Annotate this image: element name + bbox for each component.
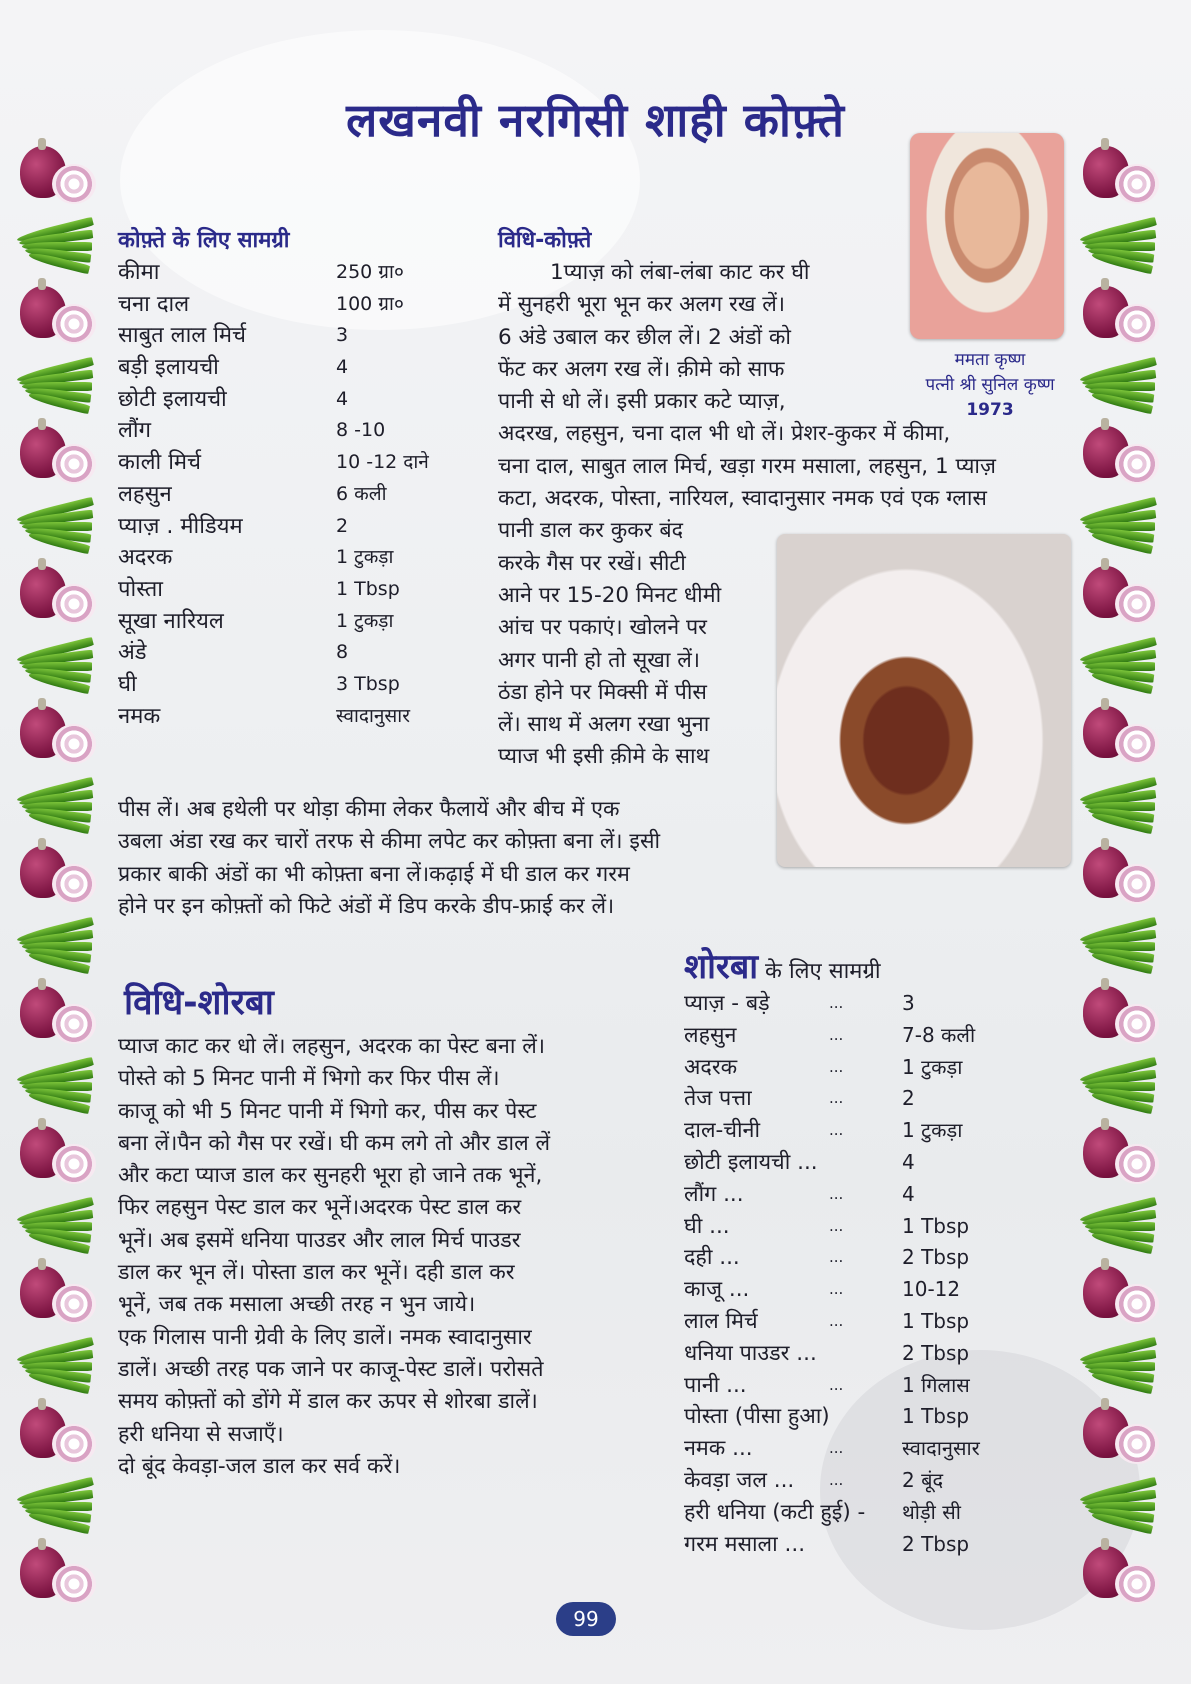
ingredient-name: अदरक: [118, 545, 173, 571]
ingredient-qty: 250 ग्रा०: [336, 261, 404, 283]
text-line: समय कोफ़्तों को डोंगे में डाल कर ऊपर से शोरबा डालें।: [118, 1389, 538, 1415]
ingredient-row: [118, 479, 448, 511]
ingredient-name: अदरक: [684, 1054, 738, 1080]
green-chili-icon: [1075, 910, 1170, 980]
green-chili-icon: [12, 1470, 107, 1540]
onion-icon: [12, 420, 107, 490]
ingredient-qty: 4: [336, 356, 349, 379]
onion-icon: [1075, 840, 1170, 910]
green-chili-icon: [1075, 1190, 1170, 1260]
green-chili-icon: [12, 630, 107, 700]
ingredient-row: [684, 1433, 1024, 1465]
shorba-ingredients-heading: [684, 942, 881, 988]
ingredient-qty: 2: [336, 514, 349, 537]
text-line: फिर लहसुन पेस्ट डाल कर भूनें।अदरक पेस्ट डाल कर: [118, 1195, 522, 1221]
ingredient-name: घी: [118, 671, 137, 697]
page-number-badge: 99: [556, 1602, 616, 1636]
text-line: डाल कर भून लें। पोस्ता डाल कर भूनें। दही डाल कर: [118, 1260, 515, 1286]
ingredient-row: [118, 542, 448, 574]
ingredient-name: लौंग ...: [684, 1181, 744, 1207]
text-line: पानी डाल कर कुकर बंद: [498, 518, 684, 544]
onion-icon: [1075, 980, 1170, 1050]
ingredient-name: पानी ...: [684, 1372, 747, 1398]
ingredient-qty: 4: [336, 387, 349, 410]
ingredient-name: प्याज़ . मीडियम: [118, 513, 243, 539]
kofta-ingredients-heading: कोफ़्ते के लिए सामग्री: [118, 228, 290, 253]
ingredient-qty: 1 Tbsp: [902, 1404, 970, 1429]
ingredient-qty: 3 Tbsp: [336, 672, 400, 695]
onion-icon: [12, 560, 107, 630]
shorba-method-text: [118, 1031, 678, 1483]
ingredient-qty: 2 Tbsp: [902, 1245, 970, 1270]
ingredient-qty: 6 कली: [336, 482, 387, 505]
ingredient-name: लहसुन: [118, 481, 172, 507]
ingredient-row: [684, 1401, 1024, 1433]
ingredient-name: गरम मसाला ...: [684, 1531, 806, 1557]
ingredient-row: [684, 1497, 1024, 1529]
green-chili-icon: [12, 490, 107, 560]
text-line: ठंडा होने पर मिक्सी में पीस: [498, 679, 707, 705]
leader-dots: ...: [829, 1248, 844, 1267]
ingredient-qty: थोड़ी सी: [902, 1499, 961, 1524]
ingredient-row: [118, 511, 448, 543]
ingredient-name: हरी धनिया (कटी हुई) -: [684, 1499, 866, 1525]
ingredient-row: [684, 988, 1024, 1020]
ingredient-row: [684, 1020, 1024, 1052]
text-line: 6 अंडे उबाल कर छील लें। 2 अंडों को: [498, 324, 791, 350]
ingredient-name: लाल मिर्च: [684, 1308, 758, 1334]
ingredient-qty: 4: [902, 1181, 915, 1206]
leader-dots: ...: [829, 1025, 844, 1044]
ingredient-row: [684, 1465, 1024, 1497]
ingredient-row: [684, 1052, 1024, 1084]
ingredient-name: साबुत लाल मिर्च: [118, 323, 247, 349]
ingredient-qty: 1 टुकड़ा: [902, 1054, 963, 1079]
ingredient-name: कीमा: [118, 260, 160, 285]
green-chili-icon: [12, 770, 107, 840]
green-chili-icon: [1075, 1050, 1170, 1120]
text-line: अगर पानी हो तो सूखा लें।: [498, 647, 701, 673]
ingredient-qty: 1 टुकड़ा: [336, 546, 394, 569]
ingredient-qty: 1 Tbsp: [902, 1213, 970, 1238]
text-line: अदरख, लहसुन, चना दाल भी धो लें। प्रेशर-कुकर में कीमा,: [498, 421, 951, 447]
onion-icon: [12, 840, 107, 910]
ingredient-row: [118, 606, 448, 638]
onion-icon: [1075, 1400, 1170, 1470]
leader-dots: ...: [829, 1121, 844, 1140]
text-line: कटा, अदरक, पोस्ता, नारियल, स्वादानुसार नमक एवं एक ग्लास: [498, 486, 987, 512]
ingredient-qty: स्वादानुसार: [902, 1436, 980, 1461]
text-line: उबला अंडा रख कर चारों तरफ से कीमा लपेट कर कोफ़्ता बना लें। इसी: [118, 829, 661, 855]
ingredient-row: [684, 1306, 1024, 1338]
ingredient-row: [684, 1083, 1024, 1115]
onion-icon: [12, 1400, 107, 1470]
text-line: भूनें, जब तक मसाला अच्छी तरह न भुन जाये।: [118, 1292, 476, 1318]
green-chili-icon: [1075, 770, 1170, 840]
onion-icon: [12, 1540, 107, 1610]
ingredient-qty: स्वादानुसार: [336, 704, 410, 727]
ingredient-row: [684, 1115, 1024, 1147]
ingredient-name: काली मिर्च: [118, 450, 202, 476]
ingredient-row: [118, 320, 448, 352]
ingredient-row: [118, 637, 448, 669]
leader-dots: ...: [829, 1470, 844, 1489]
recipe-title: लखनवी नरगिसी शाही कोफ़्ते: [346, 93, 845, 147]
green-chili-icon: [1075, 1330, 1170, 1400]
green-chili-icon: [1075, 1470, 1170, 1540]
onion-icon: [12, 700, 107, 770]
text-line: हरी धनिया से सजाएँ।: [118, 1421, 284, 1447]
ingredient-row: [118, 352, 448, 384]
ingredient-qty: 3: [902, 991, 915, 1015]
onion-icon: [1075, 1260, 1170, 1330]
ingredient-qty: 1 टुकड़ा: [336, 609, 394, 632]
ingredient-row: [118, 289, 448, 321]
ingredient-row: [684, 1370, 1024, 1402]
ingredient-row: [684, 1529, 1024, 1561]
ingredient-qty: 1 Tbsp: [902, 1308, 970, 1333]
ingredient-row: [684, 1274, 1024, 1306]
text-line: 1प्याज़ को लंबा-लंबा काट कर घी: [550, 260, 810, 285]
text-line: पानी से धो लें। इसी प्रकार कटे प्याज़,: [498, 389, 786, 415]
ingredient-name: काजू ...: [684, 1277, 750, 1303]
ingredient-row: [118, 574, 448, 606]
onion-icon: [1075, 1120, 1170, 1190]
text-line: करके गैस पर रखें। सीटी: [498, 550, 686, 576]
text-line: प्याज भी इसी क़ीमे के साथ: [498, 744, 710, 770]
onion-icon: [12, 140, 107, 210]
leader-dots: ...: [829, 994, 844, 1012]
text-line: प्रकार बाकी अंडों का भी कोफ़्ता बना लें।कढ़ाई में घी डाल कर गरम: [118, 861, 630, 887]
ingredient-name: नमक ...: [684, 1436, 753, 1462]
onion-icon: [1075, 1540, 1170, 1610]
text-line: होने पर इन कोफ़्तों को फिटे अंडों में डिप करके डीप-फ्राई कर लें।: [118, 893, 615, 919]
text-line: प्याज काट कर धो लें। लहसुन, अदरक का पेस्ट बना लें।: [118, 1034, 545, 1059]
onion-icon: [12, 980, 107, 1050]
leader-dots: ...: [829, 1375, 844, 1394]
kofta-method-heading: विधि-कोफ़्ते: [498, 228, 592, 253]
author-name: ममता कृष्ण: [954, 350, 1026, 370]
ingredient-name: पोस्ता (पीसा हुआ): [684, 1404, 830, 1430]
author-year: 1973: [966, 400, 1014, 420]
text-line: आने पर 15-20 मिनट धीमी: [498, 582, 722, 608]
onion-icon: [1075, 140, 1170, 210]
ingredient-name: दही ...: [684, 1245, 740, 1271]
text-line: लें। साथ में अलग रखा भुना: [498, 712, 710, 738]
ingredient-name: दाल-चीनी: [684, 1118, 761, 1144]
ingredient-row: [684, 1147, 1024, 1179]
shorba-heading-rest: के लिए सामग्री: [758, 959, 881, 984]
ingredient-qty: 7-8 कली: [902, 1022, 976, 1047]
ingredient-name: लहसुन: [684, 1022, 737, 1048]
kofta-dish-photo: [777, 534, 1071, 867]
ingredient-name: धनिया पाउडर ...: [684, 1340, 817, 1366]
ingredient-qty: 10-12: [902, 1277, 961, 1302]
text-line: पोस्ते को 5 मिनट पानी में भिगो कर फिर पीस लें।: [118, 1066, 500, 1092]
ingredient-qty: 2 Tbsp: [902, 1340, 970, 1365]
ingredient-row: [684, 1211, 1024, 1243]
leader-dots: ...: [829, 1439, 844, 1458]
text-line: पीस लें। अब हथेली पर थोड़ा कीमा लेकर फैलायें और बीच में एक: [118, 797, 620, 822]
ingredient-qty: 8 -10: [336, 419, 386, 442]
ingredient-qty: 2: [902, 1086, 915, 1111]
ingredient-qty: 2 Tbsp: [902, 1531, 970, 1556]
ingredient-qty: 10 -12 दाने: [336, 451, 429, 474]
shorba-word: शोरबा: [684, 947, 759, 987]
ingredient-row: [118, 669, 448, 701]
ingredient-row: [118, 415, 448, 447]
ingredient-name: सूखा नारियल: [118, 608, 224, 634]
ingredient-qty: 3: [336, 324, 349, 347]
leader-dots: ...: [829, 1280, 844, 1299]
ingredient-name: छोटी इलायची ...: [684, 1149, 818, 1175]
text-line: काजू को भी 5 मिनट पानी में भिगो कर, पीस कर पेस्ट: [118, 1098, 537, 1124]
kofta-ingredients-list: [118, 257, 448, 732]
ingredient-name: केवड़ा जल ...: [684, 1467, 795, 1493]
ingredient-row: [684, 1242, 1024, 1274]
ingredient-name: पोस्ता: [118, 576, 163, 602]
text-line: भूनें। अब इसमें धनिया पाउडर और लाल मिर्च पाउडर: [118, 1227, 521, 1253]
ingredient-name: प्याज़ - बड़े: [684, 991, 770, 1016]
ingredient-row: [684, 1338, 1024, 1370]
ingredient-qty: 1 गिलास: [902, 1372, 970, 1397]
ingredient-row: [118, 701, 448, 733]
text-line: आंच पर पकाएं। खोलने पर: [498, 615, 707, 641]
ingredient-name: छोटी इलायची: [118, 386, 227, 412]
green-chili-icon: [12, 910, 107, 980]
green-chili-icon: [12, 1050, 107, 1120]
ingredient-row: [118, 257, 448, 289]
ingredient-name: लौंग: [118, 418, 152, 444]
leader-dots: ...: [829, 1311, 844, 1330]
ingredient-name: तेज पत्ता: [684, 1086, 752, 1112]
ingredient-row: [684, 1179, 1024, 1211]
ingredient-qty: 1 टुकड़ा: [902, 1118, 963, 1143]
text-line: चना दाल, साबुत लाल मिर्च, खड़ा गरम मसाला, लहसुन, 1 प्याज़: [498, 453, 996, 479]
text-line: दो बूंद केवड़ा-जल डाल कर सर्व करें।: [118, 1453, 401, 1479]
ingredient-row: [118, 447, 448, 479]
shorba-ingredients-list: [684, 988, 1024, 1560]
text-line: बना लें।पैन को गैस पर रखें। घी कम लगे तो और डाल लें: [118, 1130, 551, 1156]
text-line: में सुनहरी भूरा भून कर अलग रख लें।: [498, 292, 785, 318]
green-chili-icon: [12, 210, 107, 280]
onion-icon: [12, 280, 107, 350]
text-line: और कटा प्याज डाल कर सुनहरी भूरा हो जाने तक भूनें,: [118, 1163, 543, 1189]
green-chili-icon: [12, 350, 107, 420]
ingredient-name: घी ...: [684, 1213, 730, 1239]
onion-icon: [12, 1120, 107, 1190]
green-chili-icon: [12, 1190, 107, 1260]
author-relation: पत्नी श्री सुनिल कृष्ण: [925, 375, 1055, 395]
left-decorative-border: [12, 140, 107, 1580]
kofta-method-text-continued: [118, 794, 778, 923]
text-line: एक गिलास पानी ग्रेवी के लिए डालें। नमक स्वादानुसार: [118, 1324, 532, 1350]
text-line: फेंट कर अलग रख लें। क़ीमे को साफ: [498, 356, 785, 382]
ingredient-qty: 8: [336, 641, 349, 664]
shorba-method-heading: विधि-शोरबा: [124, 983, 274, 1023]
ingredient-name: बड़ी इलायची: [118, 355, 219, 381]
leader-dots: ...: [829, 1216, 844, 1235]
ingredient-name: नमक: [118, 703, 161, 729]
text-line: डालें। अच्छी तरह पक जाने पर काजू-पेस्ट डालें। परोसते: [118, 1356, 544, 1382]
ingredient-row: [118, 384, 448, 416]
ingredient-qty: 2 बूंद: [902, 1467, 944, 1492]
leader-dots: ...: [829, 1184, 844, 1203]
ingredient-name: चना दाल: [118, 291, 190, 317]
ingredient-qty: 1 Tbsp: [336, 577, 400, 600]
leader-dots: ...: [829, 1089, 844, 1108]
ingredient-name: अंडे: [118, 640, 147, 666]
ingredient-qty: 4: [902, 1149, 915, 1174]
leader-dots: ...: [829, 1057, 844, 1076]
onion-icon: [12, 1260, 107, 1330]
ingredient-qty: 100 ग्रा०: [336, 292, 404, 315]
green-chili-icon: [12, 1330, 107, 1400]
